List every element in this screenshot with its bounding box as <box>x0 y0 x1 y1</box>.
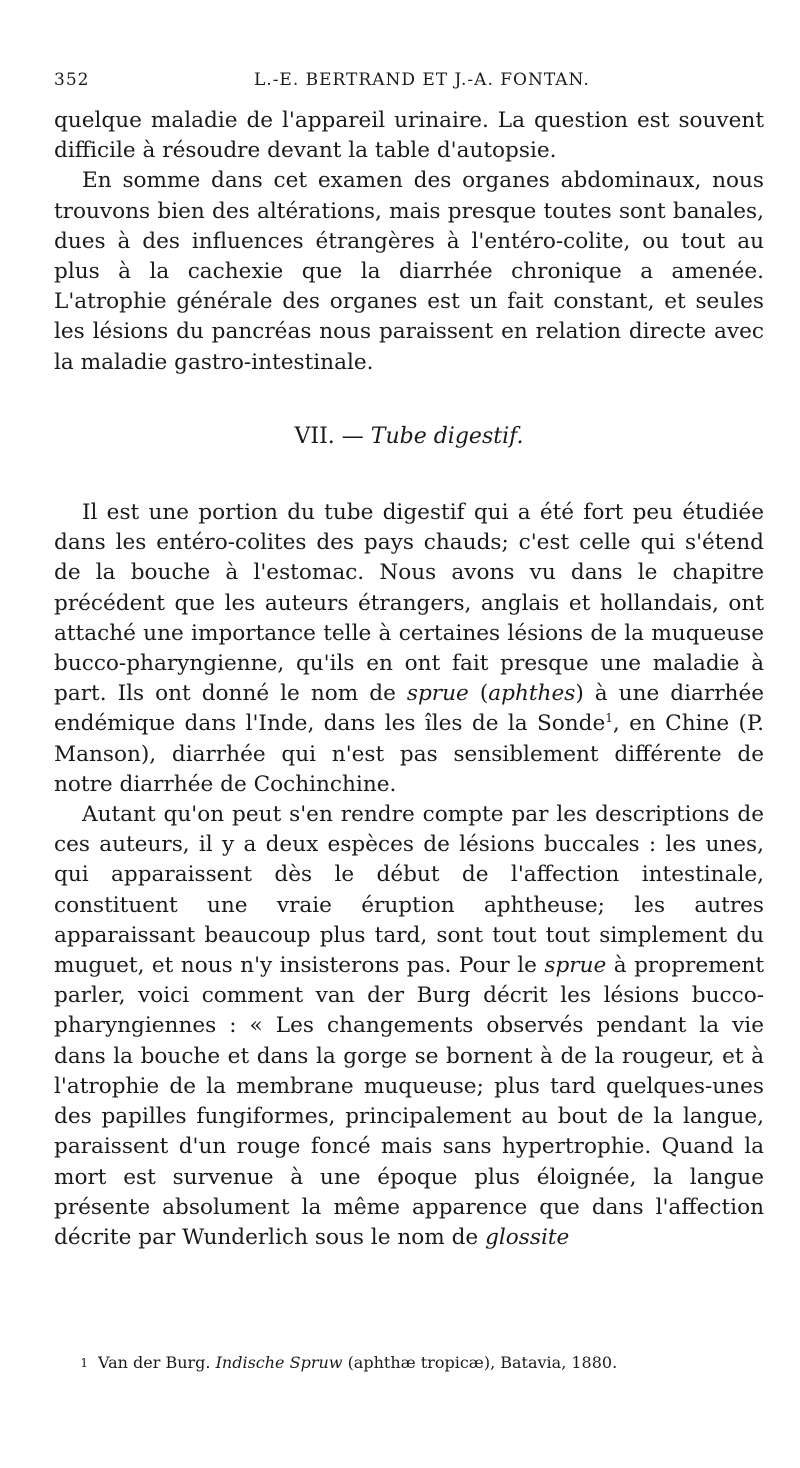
term-glossite: glossite <box>485 1224 570 1250</box>
page <box>54 70 764 1253</box>
footnote <box>54 1352 764 1374</box>
section-number: VII. — <box>294 423 364 449</box>
term-sprue-2: sprue <box>544 953 607 979</box>
paragraph-3: Il est une portion du tube digestif qui a été fort peu étudiée dans les entéro-colites des pays chauds; c'est celle qui s'étend de la bouche à l'estomac. Nous avons vu dans le chapitre précédent que les auteurs étrangers, anglais et hollandais, ont attaché une importance telle à certaines lésions de la muqueuse bucco-pharyngienne, qu'ils en ont fait presque une maladie à part. Ils ont donné le nom de sprue (aphthes) à une diarrhée endémique dans l'Inde, dans les îles de la Sonde$^1$, en Chine (P. Manson), diarrhée qui n'est pas sensiblement différente de notre diarrhée de Cochinchine. <box>54 500 765 797</box>
footnote-author: Van der Burg. <box>98 1353 211 1372</box>
paragraph-4-part1: Autant qu'on peut s'en rendre compte par les descriptions de ces auteurs, il y a deux espèces de lésions buccales : les unes, qui apparaissent dès le début de l'affection intestinale, constituent une vraie éruption aphtheuse; les autres apparaissant beaucoup plus tard, sont tout tout simplement du muguet, et nous n'y insisterons pas. Pour le <box>54 802 764 979</box>
paragraph-4-part2: à proprement parler, voici comment van der Burg décrit les lésions bucco-pharyngiennes : « Les changements observés pendant la vie dans la bouche et dans la gorge se bornent à de la rougeur, et à l'atrophie de la membrane muqueuse; plus tard quelques-unes des papilles fungiformes, principalement au bout de la langue, paraissent d'un rouge foncé mais sans hypertrophie. Quand la mort est survenue à une époque plus éloignée, la langue présente absolument la même apparence que dans l'affection décrite par Wunderlich sous le nom de <box>54 953 764 1250</box>
section-heading <box>54 422 764 452</box>
body-text <box>54 106 764 1253</box>
running-head <box>54 70 764 100</box>
footnote-ref[interactable]: 1 <box>605 711 613 726</box>
term-aphthes: aphthes <box>488 681 576 707</box>
paragraph-2: En somme dans cet examen des organes abdominaux, nous trouvons bien des altérations, mais presque toutes sont banales, dues à des influences étrangères à l'entéro-colite, ou tout au plus à la cachexie que la diarrhée chronique a amenée. L'atrophie générale des organes est un fait constant, et seules les lésions du pancréas nous paraissent en relation directe avec la maladie gastro-intestinale. <box>54 168 764 375</box>
running-head-authors: L.-E. BERTRAND ET J.-A. FONTAN. <box>254 70 590 90</box>
footnote-rest: (aphthæ tropicæ), Batavia, 1880. <box>347 1353 618 1372</box>
footnote-mark: 1 <box>80 1356 88 1370</box>
page-number: 352 <box>54 70 90 90</box>
paragraph-1: quelque maladie de l'appareil urinaire. La question est souvent difficile à résoudre devant la table d'autopsie. <box>54 108 764 164</box>
paragraph-3-part1: Il est une portion du tube digestif qui a été fort peu étudiée dans les entéro-colites des pays chauds; c'est celle qui s'étend de la bouche à l'estomac. Nous avons vu dans le chapitre précédent que les auteurs étrangers, anglais et hollandais, ont attaché une importance telle à certaines lésions de la muqueuse bucco-pharyngienne, qu'ils en ont fait presque une maladie à part. Ils ont donné le nom de <box>54 500 764 707</box>
term-sprue: sprue <box>406 681 469 707</box>
footnote-title: Indische Spruw <box>215 1353 343 1372</box>
paragraph-3-part2: à une diarrhée endémique dans l'Inde, dans les îles de la Sonde <box>54 681 764 737</box>
paragraph-4 <box>54 800 764 1253</box>
paragraph-3-part3: , en Chine (P. Manson), diarrhée qui n'est pas sensiblement différente de notre diarrhée de Cochinchine. <box>54 711 765 797</box>
section-title: Tube digestif. <box>370 423 524 449</box>
